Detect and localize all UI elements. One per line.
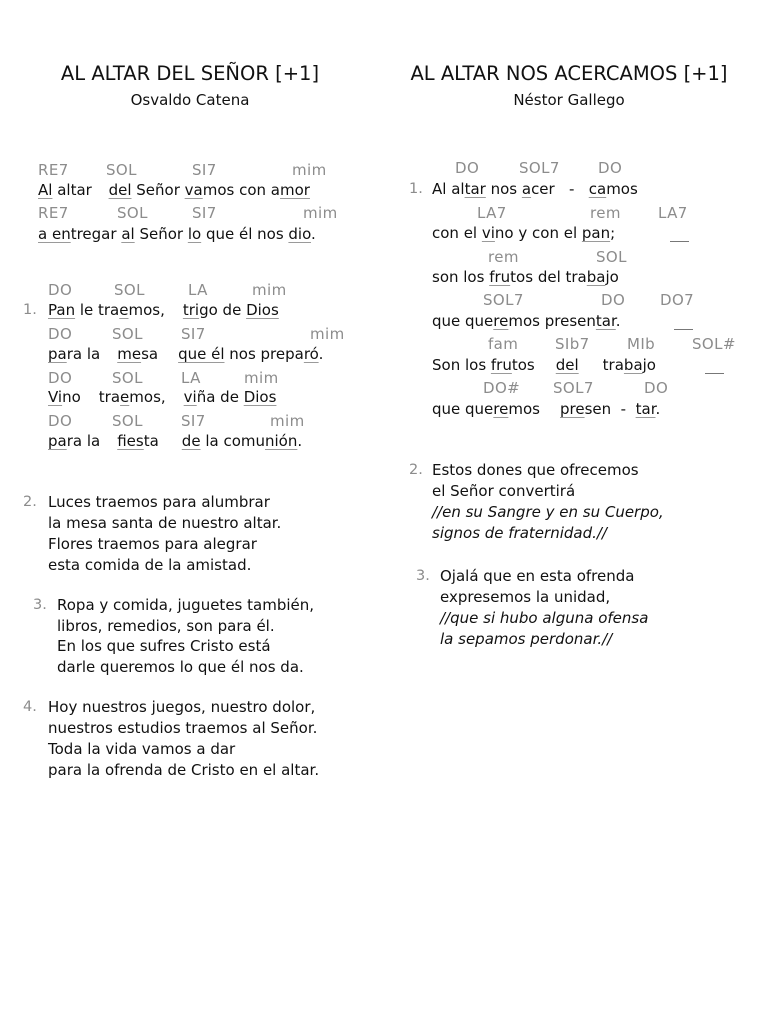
song-author-left: Osvaldo Catena (130, 91, 250, 109)
chord: SOL (114, 281, 145, 299)
chord: LA (181, 369, 201, 387)
chord: SOL (596, 248, 627, 266)
chord: SOL (112, 325, 143, 343)
lyric-line: son los frutos del trabajo (432, 268, 619, 286)
lyric-line: para la fiesta de la comunión. (48, 432, 303, 450)
verse-number: 3. (33, 597, 47, 613)
chord: SOL (117, 204, 148, 222)
lyric-line: Luces traemos para alumbrar (48, 493, 270, 511)
blank-line (705, 373, 724, 374)
chord: SOL7 (553, 379, 594, 397)
chord: DO (48, 412, 73, 430)
lyric-line: nuestros estudios traemos al Señor. (48, 719, 318, 737)
chord: DO7 (660, 291, 695, 309)
lyric-line: En los que sufres Cristo está (57, 637, 271, 655)
lyric-line: darle queremos lo que él nos da. (57, 658, 304, 676)
lyric-line: esta comida de la amistad. (48, 556, 252, 574)
chord: SOL (112, 412, 143, 430)
lyric-line: Hoy nuestros juegos, nuestro dolor, (48, 698, 316, 716)
lyric-line: Estos dones que ofrecemos (432, 461, 639, 479)
verse-number: 1. (23, 302, 37, 318)
blank-line (670, 241, 689, 242)
chord: SI7 (192, 204, 217, 222)
chord: rem (590, 204, 621, 222)
chord: mim (252, 281, 287, 299)
chord: LA7 (477, 204, 507, 222)
lyric-line: Al altar del Señor vamos con amor (38, 181, 310, 199)
chord: MIb (627, 335, 656, 353)
chord: SI7 (181, 325, 206, 343)
lyric-line: Ojalá que en esta ofrenda (440, 567, 635, 585)
lyric-line: con el vino y con el pan; (432, 224, 616, 242)
lyric-line: expresemos la unidad, (440, 588, 611, 606)
lyric-line: Vino traemos, viña de Dios (48, 388, 277, 406)
chord: mim (244, 369, 279, 387)
chord: DO (48, 369, 73, 387)
lyric-line: Son los frutos del trabajo (432, 356, 656, 374)
chord: mim (303, 204, 338, 222)
chord: DO (601, 291, 626, 309)
lyric-line: la sepamos perdonar.// (440, 630, 613, 648)
lyric-line: a entregar al Señor lo que él nos dio. (38, 225, 316, 243)
verse-number: 1. (409, 181, 423, 197)
lyric-line: la mesa santa de nuestro altar. (48, 514, 282, 532)
chord: SOL (112, 369, 143, 387)
chord: DO# (483, 379, 521, 397)
verse-number: 2. (23, 494, 37, 510)
chord: SOL7 (483, 291, 524, 309)
lyric-line: Toda la vida vamos a dar (48, 740, 236, 758)
chord: SOL7 (519, 159, 560, 177)
chord: DO (598, 159, 623, 177)
chord: fam (488, 335, 519, 353)
chord: DO (48, 325, 73, 343)
chord: DO (48, 281, 73, 299)
chord: DO (455, 159, 480, 177)
chord: RE7 (38, 204, 69, 222)
lyric-line: para la ofrenda de Cristo en el altar. (48, 761, 320, 779)
lyric-line: Al altar nos acer - camos (432, 180, 638, 198)
verse-number: 2. (409, 462, 423, 478)
song-title-left: AL ALTAR DEL SEÑOR [+1] (60, 62, 320, 85)
chord: SOL (106, 161, 137, 179)
lyric-line: Flores traemos para alegrar (48, 535, 257, 553)
lyric-line: el Señor convertirá (432, 482, 576, 500)
song-title-right: AL ALTAR NOS ACERCAMOS [+1] (410, 62, 728, 85)
lyric-line: que queremos presen - tar. (432, 400, 661, 418)
verse-number: 4. (23, 699, 37, 715)
chord: SI7 (192, 161, 217, 179)
lyric-line: //que si hubo alguna ofensa (440, 609, 649, 627)
chord: LA (188, 281, 208, 299)
chord: rem (488, 248, 519, 266)
verse-number: 3. (416, 568, 430, 584)
chord: mim (270, 412, 305, 430)
lyric-line: Ropa y comida, juguetes también, (57, 596, 315, 614)
lyric-line: que queremos presentar. (432, 312, 621, 330)
lyric-line: libros, remedios, son para él. (57, 617, 275, 635)
chord: DO (644, 379, 669, 397)
chord: RE7 (38, 161, 69, 179)
chord: LA7 (658, 204, 688, 222)
lyric-line: para la mesa que él nos preparó. (48, 345, 324, 363)
song-author-right: Néstor Gallego (513, 91, 625, 109)
chord: mim (292, 161, 327, 179)
chord: SIb7 (555, 335, 590, 353)
chord: SI7 (181, 412, 206, 430)
blank-line (674, 329, 693, 330)
chord: SOL# (692, 335, 736, 353)
lyric-line: //en su Sangre y en su Cuerpo, (432, 503, 664, 521)
chord: mim (310, 325, 345, 343)
lyric-line: Pan le traemos, trigo de Dios (48, 301, 279, 319)
lyric-line: signos de fraternidad.// (432, 524, 607, 542)
